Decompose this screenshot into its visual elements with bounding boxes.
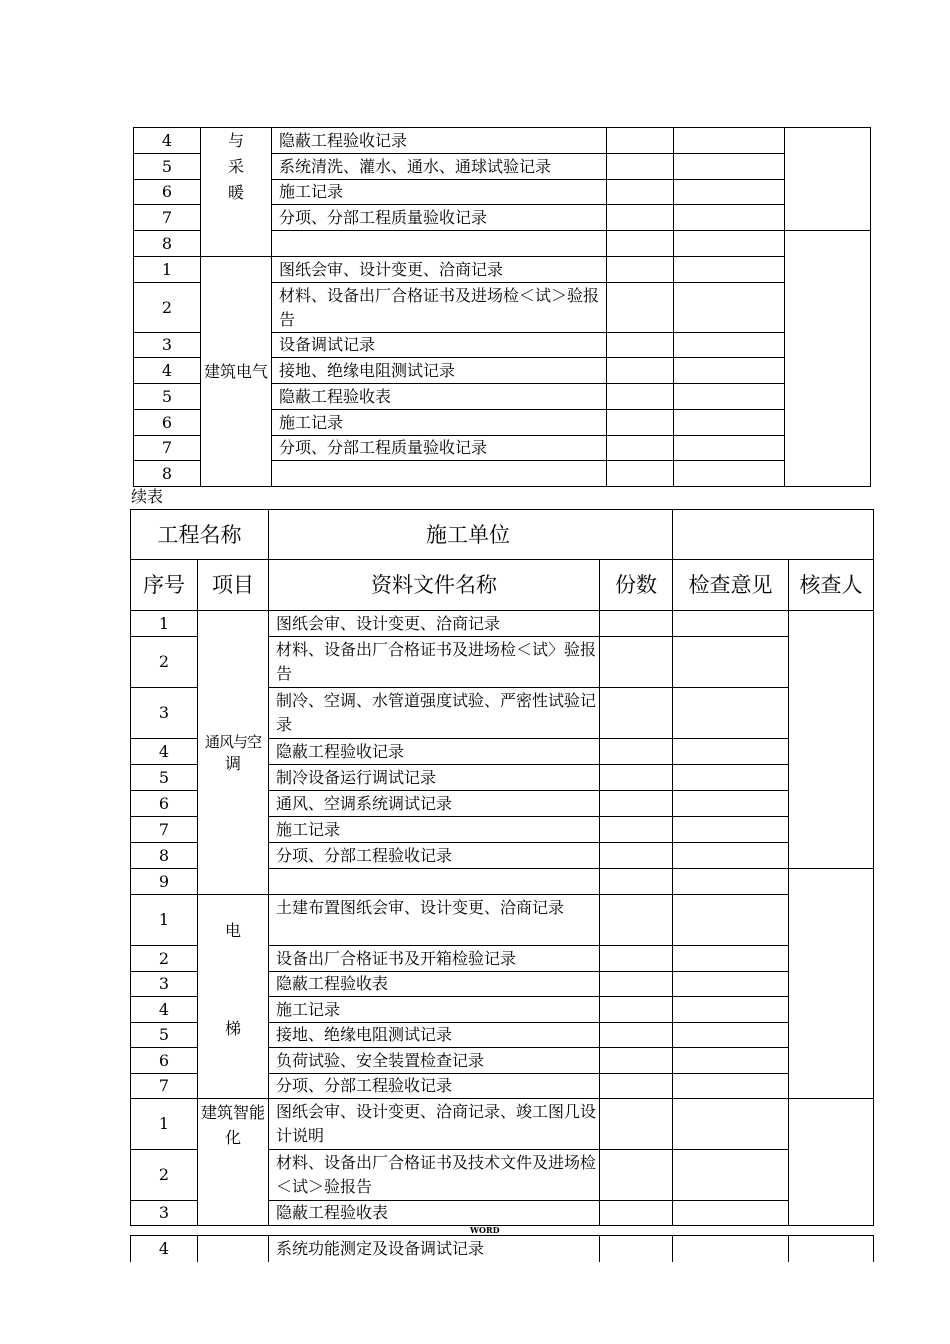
copies-cell [600,869,673,895]
copies-cell [600,791,673,817]
document-name: 设备调试记录 [272,333,607,358]
group-elevator: 电 梯 [198,895,269,1099]
opinion-cell [674,436,785,461]
continued-label: 续表 [131,487,164,506]
row-number: 3 [134,333,201,358]
opinion-cell [673,739,789,765]
document-name: 制冷设备运行调试记录 [269,765,600,791]
row-number: 5 [131,765,198,791]
document-name: 分项、分部工程质量验收记录 [272,205,607,231]
opinion-cell [673,611,789,637]
copies-cell [600,739,673,765]
copies-cell [607,257,674,283]
opinion-cell [674,257,785,283]
document-name: 材料、设备出厂合格证书及进场检＜试〉验报告 [269,637,600,688]
copies-cell [600,611,673,637]
opinion-cell [673,1048,789,1074]
opinion-cell [674,333,785,358]
document-name: 施工记录 [269,997,600,1023]
row-number: 2 [131,637,198,688]
document-name: 材料、设备出厂合格证书及进场检＜试＞验报告 [272,283,607,333]
document-name: 分项、分部工程验收记录 [269,843,600,869]
copies-cell [600,972,673,997]
copies-cell [607,154,674,180]
table-row [134,128,871,154]
document-name: 制冷、空调、水管道强度试验、严密性试验记录 [269,688,600,739]
checker-cell [789,1236,874,1262]
opinion-cell [674,358,785,384]
row-number: 7 [131,817,198,843]
row-number: 4 [134,128,201,154]
document-name [272,461,607,487]
header-row [131,560,874,611]
column-header-item: 项目 [198,560,269,611]
row-number: 1 [131,611,198,637]
row-number: 6 [131,1048,198,1074]
copies-cell [607,231,674,257]
row-number: 2 [131,946,198,972]
page-break-mark: WORD [470,1225,500,1235]
column-header-no: 序号 [131,560,198,611]
copies-cell [600,1023,673,1048]
copies-cell [600,1236,673,1262]
opinion-cell [673,895,789,946]
opinion-cell [674,180,785,205]
copies-cell [607,436,674,461]
row-number: 6 [134,410,201,436]
document-name: 隐蔽工程验收记录 [272,128,607,154]
column-header-checker: 核查人 [789,560,874,611]
opinion-cell [674,283,785,333]
group-electric: 建筑电气 [201,257,272,487]
row-number: 5 [134,384,201,410]
table-next-page [130,1235,874,1262]
copies-cell [600,895,673,946]
table-row [131,611,874,637]
copies-cell [600,817,673,843]
row-number: 1 [131,1099,198,1150]
opinion-cell [674,410,785,436]
row-number: 7 [134,205,201,231]
row-number: 4 [134,358,201,384]
opinion-cell [673,972,789,997]
copies-cell [600,688,673,739]
document-name: 图纸会审、设计变更、洽商记录 [272,257,607,283]
copies-cell [600,1099,673,1150]
opinion-cell [673,791,789,817]
opinion-cell [674,205,785,231]
document-name: 隐蔽工程验收表 [272,384,607,410]
group-heating: 与 采 暖 [201,128,272,257]
table-continued [130,509,874,1226]
row-number: 5 [134,154,201,180]
row-number: 4 [131,997,198,1023]
opinion-cell [673,946,789,972]
opinion-cell [673,817,789,843]
opinion-cell [673,1099,789,1150]
copies-cell [600,946,673,972]
row-number: 6 [134,180,201,205]
row-number: 2 [134,283,201,333]
document-name: 通风、空调系统调试记录 [269,791,600,817]
row-number: 8 [131,843,198,869]
opinion-cell [673,843,789,869]
document-name: 施工记录 [272,180,607,205]
copies-cell [607,205,674,231]
copies-cell [607,128,674,154]
row-number: 4 [131,1236,198,1262]
row-number: 8 [134,231,201,257]
checker-cell [785,231,871,487]
table-row [131,1099,874,1150]
document-name: 分项、分部工程质量验收记录 [272,436,607,461]
opinion-cell [673,688,789,739]
copies-cell [600,997,673,1023]
document-name: 接地、绝缘电阻测试记录 [269,1023,600,1048]
copies-cell [607,461,674,487]
document-name: 隐蔽工程验收记录 [269,739,600,765]
checker-cell [789,1099,874,1226]
row-number: 7 [131,1074,198,1099]
document-name: 隐蔽工程验收表 [269,972,600,997]
row-number: 3 [131,1201,198,1226]
checker-cell [785,128,871,231]
opinion-cell [673,765,789,791]
copies-cell [607,180,674,205]
document-name: 施工记录 [269,817,600,843]
opinion-cell [673,1023,789,1048]
row-number: 5 [131,1023,198,1048]
opinion-cell [673,869,789,895]
group-hvac: 通风与空 调 [198,611,269,895]
document-name: 图纸会审、设计变更、洽商记录 [269,611,600,637]
row-number: 9 [131,869,198,895]
opinion-cell [674,154,785,180]
table-row [134,257,871,283]
column-header-copies: 份数 [600,560,673,611]
group-cell [198,1236,269,1262]
document-name: 材料、设备出厂合格证书及技术文件及进场检＜试＞验报告 [269,1150,600,1201]
table-row [131,895,874,946]
copies-cell [600,637,673,688]
row-number: 4 [131,739,198,765]
opinion-cell [674,128,785,154]
copies-cell [600,1074,673,1099]
document-name: 土建布置图纸会审、设计变更、洽商记录 [269,895,600,946]
row-number: 3 [131,972,198,997]
opinion-cell [674,384,785,410]
copies-cell [607,333,674,358]
opinion-cell [673,1150,789,1201]
copies-cell [607,410,674,436]
table-row [131,1236,874,1262]
opinion-cell [673,1074,789,1099]
group-smart-building: 建筑智能化 [198,1099,269,1226]
document-name: 系统功能测定及设备调试记录 [269,1236,600,1262]
opinion-cell [673,637,789,688]
header-row [131,510,874,560]
row-number: 3 [131,688,198,739]
copies-cell [600,1048,673,1074]
copies-cell [600,765,673,791]
document-name: 负荷试验、安全装置检查记录 [269,1048,600,1074]
row-number: 7 [134,436,201,461]
opinion-cell [674,231,785,257]
document-name: 分项、分部工程验收记录 [269,1074,600,1099]
document-name: 施工记录 [272,410,607,436]
construction-unit-label: 施工单位 [269,510,673,560]
opinion-cell [673,1236,789,1262]
row-number: 6 [131,791,198,817]
document-name: 接地、绝缘电阻测试记录 [272,358,607,384]
column-header-document: 资料文件名称 [269,560,600,611]
copies-cell [607,358,674,384]
row-number: 1 [134,257,201,283]
row-number: 2 [131,1150,198,1201]
document-name [269,869,600,895]
opinion-cell [674,461,785,487]
checker-cell [789,611,874,869]
copies-cell [600,843,673,869]
table-heating-electric [133,127,871,487]
checker-cell [789,869,874,1099]
project-name-label: 工程名称 [131,510,269,560]
document-name [272,231,607,257]
copies-cell [600,1150,673,1201]
opinion-cell [673,997,789,1023]
copies-cell [607,283,674,333]
document-name: 设备出厂合格证书及开箱检验记录 [269,946,600,972]
row-number: 1 [131,895,198,946]
document-name: 隐蔽工程验收表 [269,1201,600,1226]
opinion-cell [673,1201,789,1226]
document-name: 系统清洗、灌水、通水、通球试验记录 [272,154,607,180]
column-header-opinion: 检查意见 [673,560,789,611]
copies-cell [607,384,674,410]
document-name: 图纸会审、设计变更、洽商记录、竣工图几设计说明 [269,1099,600,1150]
row-number: 8 [134,461,201,487]
copies-cell [600,1201,673,1226]
construction-unit-value [673,510,874,560]
